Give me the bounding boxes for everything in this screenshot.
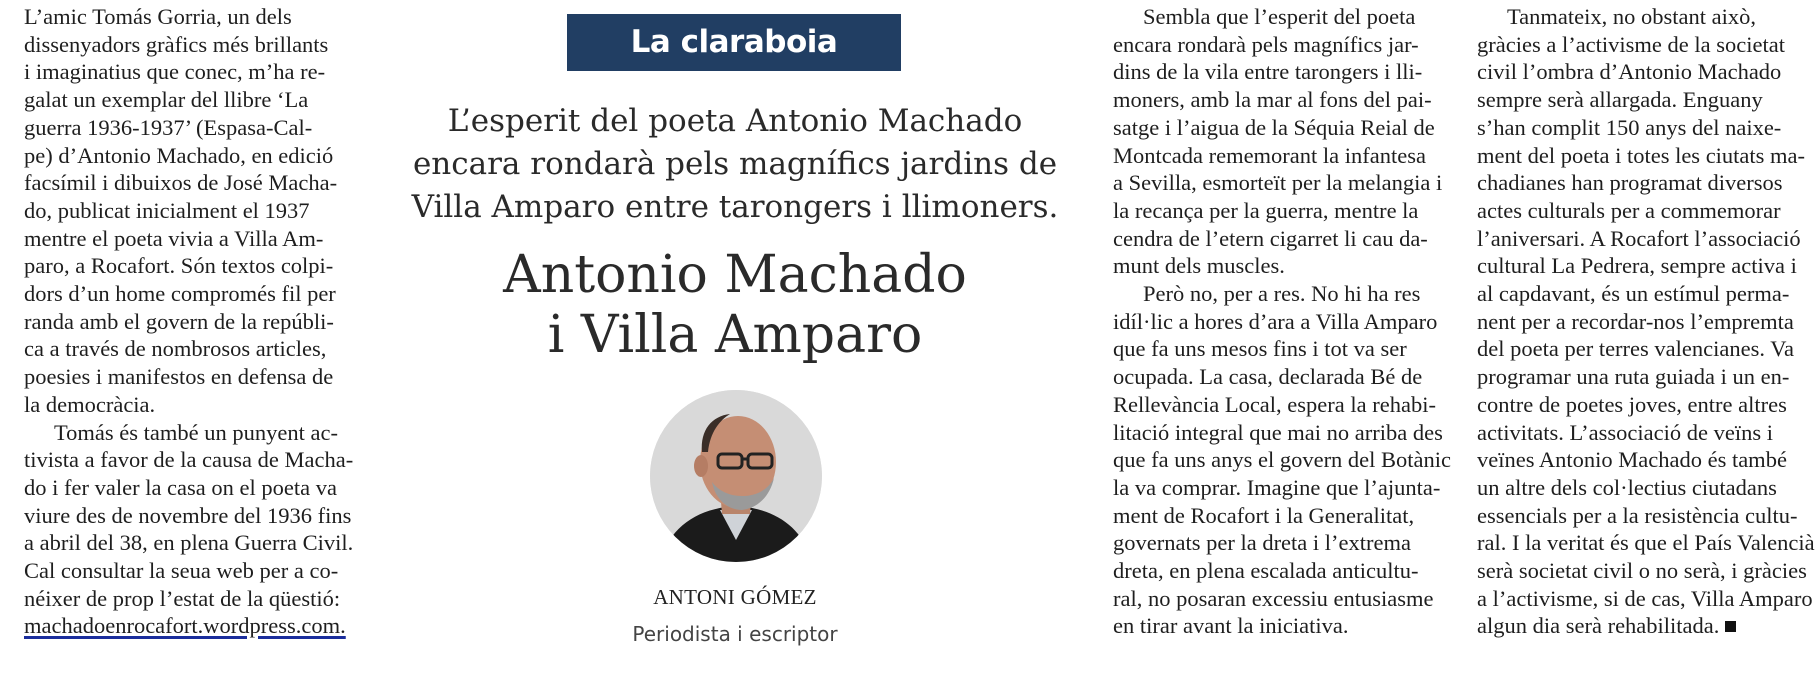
text-line: litació integral que mai no arriba des [1113, 419, 1443, 445]
text-line: nent per a recordar-nos l’empremta [1477, 308, 1794, 334]
text-line: la recança per la guerra, mentre la [1113, 197, 1419, 223]
text-line: encara rondarà pels magnífics jar- [1113, 31, 1419, 57]
text-line: mentre el poeta vivia a Villa Am- [24, 225, 324, 251]
text-line: Rellevància Local, espera la rehabi- [1113, 391, 1436, 417]
text-line: idíl·lic a hores d’ara a Villa Amparo [1113, 308, 1438, 334]
text-line: poesies i manifestos en defensa de [24, 364, 334, 390]
text-line: dissenyadors gràfics més brillants [24, 31, 329, 57]
text-line: algun dia serà rehabilitada. [1477, 613, 1720, 639]
text-line: do, publicat inicialment el 1937 [24, 197, 310, 223]
text-line: programar una ruta guiada i un en- [1477, 364, 1790, 390]
text-line: Tomás és també un punyent ac- [54, 419, 338, 445]
text-line: cultural La Pedrera, sempre activa i [1477, 253, 1797, 279]
author-name: ANTONI GÓMEZ [653, 585, 817, 609]
website-link[interactable]: machadoenrocafort.wordpress.com. [24, 613, 346, 639]
article-headline [380, 245, 1090, 365]
end-mark-icon [1725, 621, 1736, 632]
text-line: ral. I la veritat és que el País Valencià [1477, 530, 1815, 556]
text-line: ca a través de nombrosos articles, [24, 336, 327, 362]
text-line: en tirar avant la iniciativa. [1113, 613, 1349, 639]
text-line: i imaginatius que conec, m’ha re- [24, 59, 326, 85]
text-line: activitats. L’associació de veïns i [1477, 419, 1773, 445]
text-line: serà societat civil o no serà, i gràcies [1477, 558, 1807, 584]
text-line: veïnes Antonio Machado és també [1477, 447, 1787, 473]
text-line: dors d’un home compromés fil per [24, 281, 336, 307]
article-column-1 [24, 3, 364, 640]
text-line: l’aniversari. A Rocafort l’associació [1477, 225, 1801, 251]
text-line: tivista a favor de la causa de Macha- [24, 447, 354, 473]
article-column-3 [1113, 3, 1453, 640]
text-line: que fa uns anys el govern del Botànic [1113, 447, 1452, 473]
text-line: contre de poetes joves, entre altres [1477, 391, 1787, 417]
lead-line: encara rondarà pels magnífics jardins de [412, 146, 1058, 182]
article-lead [380, 100, 1090, 229]
text-line: governats per la dreta i l’extrema [1113, 530, 1411, 556]
text-line: satge i l’aigua de la Séquia Reial de [1113, 114, 1435, 140]
lead-line: Villa Amparo entre tarongers i llimoners. [411, 189, 1059, 225]
text-line: guerra 1936-1937’ (Espasa-Cal- [24, 114, 313, 140]
text-line: randa amb el govern de la repúbli- [24, 308, 334, 334]
text-line: la va comprar. Imagine que l’ajunta- [1113, 474, 1441, 500]
text-line: gràcies a l’activisme de la societat [1477, 31, 1785, 57]
text-line: essencials per a la resistència cultu- [1477, 502, 1798, 528]
text-line: L’amic Tomás Gorria, un dels [24, 4, 292, 29]
text-line: do i fer valer la casa on el poeta va [24, 474, 337, 500]
author-role: Periodista i escriptor [632, 622, 838, 646]
text-line: dins de la vila entre tarongers i lli- [1113, 59, 1423, 85]
text-line: Però no, per a res. No hi ha res [1143, 281, 1421, 307]
text-line: a abril del 38, en plena Guerra Civil. [24, 530, 354, 556]
text-line: galat un exemplar del llibre ‘La [24, 87, 309, 113]
text-line: un altre dels col·lectius ciutadans [1477, 474, 1777, 500]
text-line: Cal consultar la seua web per a co- [24, 558, 339, 584]
text-line: del poeta per terres valencianes. Va [1477, 336, 1794, 362]
text-line: pe) d’Antonio Machado, en edició [24, 142, 334, 168]
text-line: Sembla que l’esperit del poeta [1143, 4, 1416, 29]
headline-line: Antonio Machado [503, 245, 967, 305]
text-line: facsímil i dibuixos de José Macha- [24, 170, 338, 196]
text-line: paro, a Rocafort. Són textos colpi- [24, 253, 334, 279]
text-line: néixer de prop l’estat de la qüestió: [24, 585, 341, 611]
text-line: ocupada. La casa, declarada Bé de [1113, 364, 1423, 390]
text-line: munt dels muscles. [1113, 253, 1285, 279]
section-banner: La claraboia [567, 14, 901, 71]
text-line: moners, amb la mar al fons del pai- [1113, 87, 1432, 113]
text-line: Tanmateix, no obstant això, [1507, 4, 1756, 29]
text-line: la democràcia. [24, 391, 156, 417]
text-line: Montcada rememorant la infantesa [1113, 142, 1426, 168]
text-line: actes culturals per a commemorar [1477, 197, 1781, 223]
text-line: chadianes han programat diversos [1477, 170, 1783, 196]
author-photo [650, 390, 822, 562]
lead-line: L’esperit del poeta Antonio Machado [447, 103, 1023, 139]
text-line: cendra de l’etern cigarret li cau da- [1113, 225, 1428, 251]
text-line: civil l’ombra d’Antonio Machado [1477, 59, 1782, 85]
text-line: a l’activisme, si de cas, Villa Amparo [1477, 585, 1813, 611]
text-line: ment del poeta i totes les ciutats ma- [1477, 142, 1806, 168]
text-line: que fa uns mesos fins i tot va ser [1113, 336, 1407, 362]
article-column-4 [1477, 3, 1816, 640]
text-line: sempre serà allargada. Enguany [1477, 87, 1763, 113]
headline-line: i Villa Amparo [547, 305, 923, 365]
text-line: ment de Rocafort i la Generalitat, [1113, 502, 1415, 528]
text-line: viure des de novembre del 1936 fins [24, 502, 352, 528]
text-line: a Sevilla, esmorteït per la melangia i [1113, 170, 1443, 196]
text-line: dreta, en plena escalada anticultu- [1113, 558, 1419, 584]
text-line: s’han complit 150 anys del naixe- [1477, 114, 1782, 140]
text-line: al capdavant, és un estímul perma- [1477, 281, 1790, 307]
text-line: ral, no posaran excessiu entusiasme [1113, 585, 1434, 611]
